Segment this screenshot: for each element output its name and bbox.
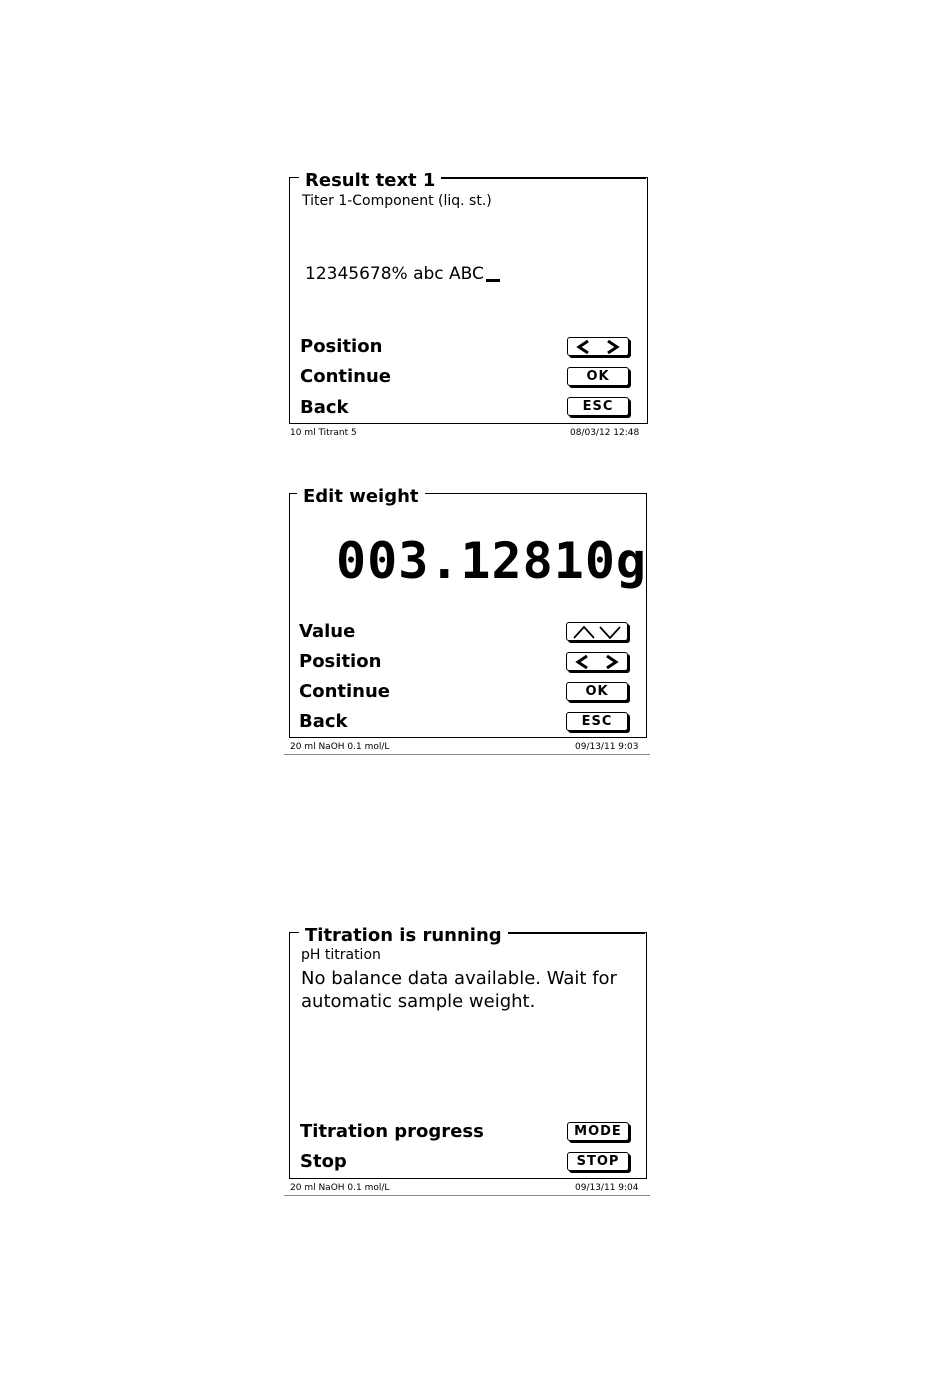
- position-key[interactable]: [567, 337, 629, 356]
- result-text-value: 12345678% abc ABC: [305, 264, 484, 284]
- ok-key[interactable]: OK: [567, 367, 629, 386]
- status-left: 20 ml NaOH 0.1 mol/L: [290, 742, 390, 752]
- mode-key[interactable]: MODE: [567, 1122, 629, 1141]
- back-label: Back: [299, 711, 348, 732]
- titration-progress-label: Titration progress: [300, 1121, 484, 1142]
- status-right: 08/03/12 12:48: [570, 428, 640, 438]
- screen-subtitle: Titer 1-Component (liq. st.): [302, 193, 492, 209]
- esc-key[interactable]: ESC: [566, 712, 628, 731]
- ok-key[interactable]: OK: [566, 682, 628, 701]
- position-label: Position: [299, 651, 382, 672]
- status-rule: [284, 1195, 650, 1196]
- title-rule: [440, 177, 646, 179]
- text-cursor: [486, 279, 500, 282]
- status-right: 09/13/11 9:04: [575, 1183, 639, 1193]
- position-label: Position: [300, 336, 383, 357]
- screen-title: Titration is running: [299, 926, 508, 946]
- continue-label: Continue: [299, 681, 391, 702]
- value-key[interactable]: [566, 622, 628, 641]
- title-rule: [498, 932, 645, 934]
- weight-value[interactable]: 003.12810g: [336, 532, 648, 590]
- status-rule: [284, 754, 650, 755]
- continue-label: Continue: [300, 366, 392, 387]
- stop-key[interactable]: STOP: [567, 1152, 629, 1171]
- stop-label: Stop: [300, 1151, 347, 1172]
- position-key[interactable]: [566, 652, 628, 671]
- screen-title: Edit weight: [297, 487, 425, 507]
- back-label: Back: [300, 397, 349, 418]
- screen-subtitle: pH titration: [301, 947, 381, 963]
- screen-title: Result text 1: [299, 171, 441, 191]
- esc-key[interactable]: ESC: [567, 397, 629, 416]
- value-label: Value: [299, 621, 356, 642]
- left-right-arrows-icon: [576, 340, 620, 354]
- status-left: 20 ml NaOH 0.1 mol/L: [290, 1183, 390, 1193]
- result-text-input[interactable]: [305, 264, 500, 284]
- up-down-arrows-icon: [570, 625, 624, 639]
- status-right: 09/13/11 9:03: [575, 742, 639, 752]
- left-right-arrows-icon: [575, 655, 619, 669]
- status-message: No balance data available. Wait for automatic sample weight.: [301, 968, 617, 1012]
- status-left: 10 ml Titrant 5: [290, 428, 357, 438]
